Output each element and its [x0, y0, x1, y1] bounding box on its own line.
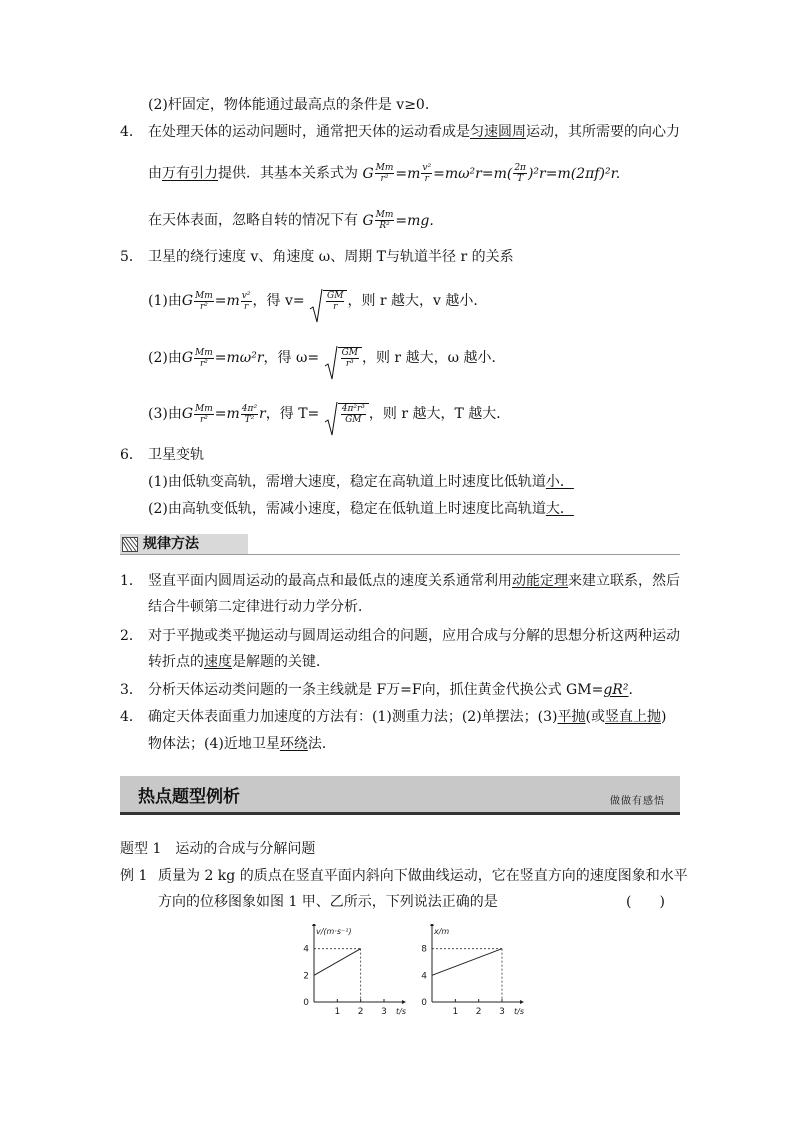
line-rod-condition: (2)杆固定，物体能通过最高点的条件是 v≥0.: [148, 97, 430, 113]
section-hatch-icon: [122, 537, 138, 552]
method1-line2: 结合牛顿第二定律进行动力学分析．: [148, 599, 372, 615]
y-tick-label: 4: [303, 944, 309, 955]
y-tick-label: 4: [421, 971, 427, 982]
underlined-answer: gR²: [603, 682, 629, 698]
sqrt-expression: $\frac{GM}{r}$: [309, 290, 347, 312]
item5-sub2: (2)由G $\frac{Mm}{\text{r²}}$ =mω²r，得 ω= $\frac{GM}{\text{r³}}$ ，则 r 越大，ω 越小．: [148, 347, 505, 369]
x-tick-label: 2: [475, 1007, 482, 1016]
underlined-answer: 环绕: [279, 736, 308, 752]
item-number: 6．: [120, 447, 143, 463]
formula-velocity: G $\frac{Mm}{\text{r²}}$ =m $\frac{\text{v²}}{r}$: [181, 290, 251, 312]
x-tick-label: 1: [452, 1007, 459, 1016]
underlined-answer: 动能定理: [512, 573, 568, 589]
underlined-answer: 万有引力: [162, 165, 218, 182]
item-number: 2．: [120, 628, 143, 644]
item6-title: 卫星变轨: [148, 447, 204, 463]
underlined-answer: 匀速圆周: [470, 124, 526, 140]
y-tick-label: 2: [303, 971, 309, 982]
problem-type-line: 题型 1 运动的合成与分解问题: [120, 841, 316, 857]
method2-line2: 转折点的速度是解题的关键．: [148, 654, 330, 670]
y-axis-arrow: [312, 924, 316, 926]
item-number: 5．: [120, 249, 143, 265]
item-number: 4．: [120, 124, 143, 140]
sqrt-expression: $\frac{GM}{\text{r³}}$: [324, 347, 362, 369]
underlined-answer: 竖直上抛: [604, 709, 661, 725]
x-tick-label: 3: [499, 1007, 505, 1016]
item4-line3: 在天体表面，忽略自转的情况下有 G $\frac{Mm}{\text{R²}}$ =mg.: [148, 210, 434, 231]
y-axis-arrow: [430, 924, 434, 926]
y-tick-label: 8: [421, 944, 427, 955]
method4-line2: 物体法；(4)近地卫星环绕法．: [148, 736, 336, 752]
item5-sub3: (3)由G $\frac{Mm}{\text{r²}}$ =m $\frac{\text{4π²}}{\text{T²}}$ r，得 T= $\frac{\text{4π²r³}}{GM}$ ，则 r 越大，T 越大．: [148, 403, 510, 425]
y-tick-label: 0: [303, 998, 309, 1008]
method3-line: 分析天体运动类问题的一条主线就是 F万=F向，抓住黄金代换公式 GM=gR².: [148, 682, 633, 698]
item-number: 3．: [120, 682, 143, 698]
hot-header-rule: [120, 812, 680, 815]
x-tick-label: 3: [381, 1007, 387, 1016]
data-series-line: [432, 949, 502, 976]
x-axis-label: t/s: [396, 1007, 406, 1016]
item-number: 4．: [120, 709, 143, 725]
x-axis-arrow: [520, 1000, 524, 1004]
hot-header-subtitle: 做做有感悟: [610, 796, 665, 807]
underlined-answer: 小．: [545, 474, 574, 490]
chart-velocity-time: [292, 924, 410, 1016]
x-tick-label: 2: [357, 1007, 364, 1016]
item4-line2: 由万有引力提供．其基本关系式为 G $\frac{Mm}{\text{r²}}$ =m $\frac{\text{v²}}{r}$ =mω²r=m( $\frac{2\pi}{T}$ )²r=m(2πf)²r.: [148, 163, 621, 184]
method4-line1: 确定天体表面重力加速度的方法有：(1)测重力法；(2)单摆法；(3)平抛(或竖直上抛): [148, 709, 667, 725]
x-axis-arrow: [402, 1000, 406, 1004]
x-tick-label: 1: [334, 1007, 341, 1016]
x-axis-label: t/s: [514, 1007, 524, 1016]
example-label: 例 1: [120, 868, 148, 884]
item5-title: 卫星的绕行速度 v、角速度 ω、周期 T与轨道半径 r 的关系: [148, 249, 514, 265]
data-series-line: [314, 949, 361, 976]
answer-bracket: ( ): [626, 894, 665, 910]
method2-line1: 对于平抛或类平抛运动与圆周运动组合的问题，应用合成与分解的思想分析这两种运动: [148, 628, 680, 644]
underlined-answer: 大．: [545, 501, 574, 517]
y-axis-label: x/m: [434, 927, 450, 936]
y-tick-label: 0: [421, 998, 427, 1008]
item6-sub1: (1)由低轨变高轨，需增大速度，稳定在高轨道上时速度比低轨道小．: [148, 474, 574, 490]
item6-sub2: (2)由高轨变低轨，需减小速度，稳定在低轨道上时速度比高轨道大．: [148, 501, 574, 517]
item4-line1: 在处理天体的运动问题时，通常把天体的运动看成是匀速圆周运动，其所需要的向心力: [148, 124, 680, 140]
formula-surface-gravity: G $\frac{Mm}{\text{R²}}$ =mg.: [362, 210, 434, 231]
formula-angular: G $\frac{Mm}{\text{r²}}$ =mω²r: [181, 347, 264, 369]
item-number: 1．: [120, 573, 143, 589]
example-line1: 质量为 2 kg 的质点在竖直平面内斜向下做曲线运动，它在竖直方向的速度图象和水平: [158, 868, 688, 884]
formula-gravity-relation: G $\frac{Mm}{\text{r²}}$ =m $\frac{\text{v²}}{r}$ =mω²r=m( $\frac{2\pi}{T}$ )²r=m(2πf)²r.: [362, 163, 621, 184]
example-line2: 方向的位移图象如图 1 甲、乙所示，下列说法正确的是: [158, 894, 498, 910]
item5-sub1: (1)由G $\frac{Mm}{\text{r²}}$ =m $\frac{\text{v²}}{r}$ ，得 v= $\frac{GM}{r}$ ，则 r 越大，v 越小．: [148, 290, 487, 312]
formula-period: G $\frac{Mm}{\text{r²}}$ =m $\frac{\text{4π²}}{\text{T²}}$ r: [181, 403, 266, 425]
y-axis-label: v/(m·s⁻¹): [316, 927, 352, 936]
section-title: 规律方法: [143, 536, 199, 552]
underlined-answer: 平抛: [557, 709, 586, 725]
sqrt-expression: $\frac{\text{4π²r³}}{GM}$: [324, 403, 369, 425]
chart-displacement-time: [410, 924, 528, 1016]
section-divider: [120, 554, 680, 555]
method1-line1: 竖直平面内圆周运动的最高点和最低点的速度关系通常利用动能定理来建立联系，然后: [148, 573, 680, 589]
underlined-answer: 速度: [204, 654, 232, 670]
hot-header-title: 热点题型例析: [138, 787, 240, 807]
